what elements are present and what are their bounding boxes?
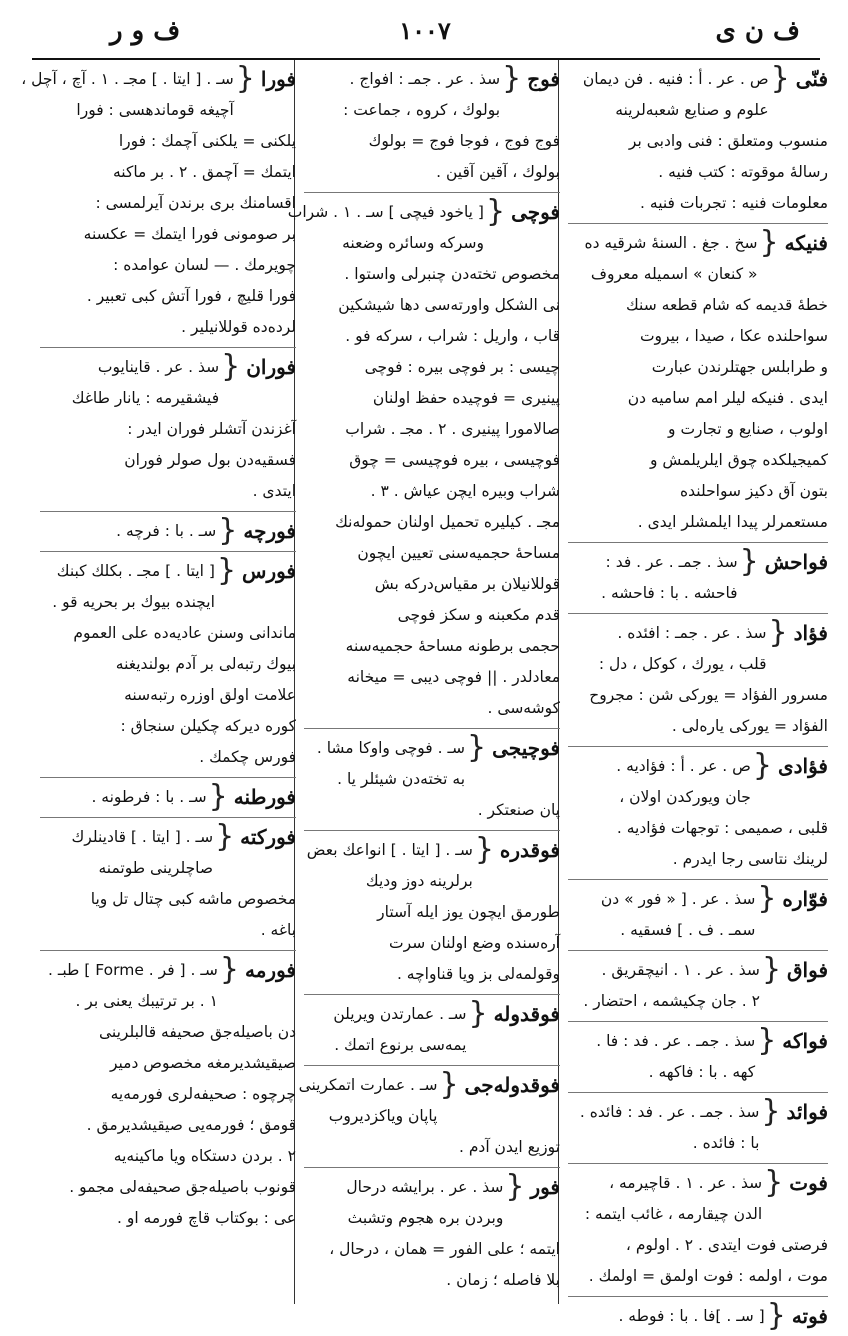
definition-line: كميجيلكده چوق ايلريلمش و [649, 451, 828, 469]
dictionary-entry [304, 996, 560, 1066]
definition-line: فورس چكمك . [199, 748, 296, 766]
definition-line: الفؤاد = يوركی ياره‌لی . [671, 717, 828, 735]
definition-line: بولوك ، آقين آقين . [436, 163, 560, 181]
dictionary-entry [568, 1165, 828, 1297]
definition-line: ايتدی . [252, 482, 296, 500]
dictionary-entry [304, 1169, 560, 1300]
entry-body [40, 414, 296, 507]
entry-body [304, 126, 560, 188]
entry-head-definition [568, 751, 751, 813]
entry-headword: فنيكه [784, 231, 828, 255]
entry-headword: فواحش [764, 550, 828, 574]
definition-line: ايچنده بيوك بر بحريه قو . [52, 593, 215, 611]
definition-line: وقولمه‌لی بز ويا قناواچه . [396, 965, 560, 983]
definition-line: سذ . عر . [ « فور » دن [600, 890, 756, 908]
definition-line: الدن چيقارمه ، غائب ايتمه : [584, 1205, 763, 1223]
header-right-letters: ف ن ی [715, 16, 800, 46]
entry-head-row [568, 952, 828, 1017]
definition-line: كهه . با : فاكهه . [648, 1063, 756, 1081]
entry-body [304, 1234, 560, 1296]
entry-head-row [40, 819, 296, 884]
definition-line: مساحهٔ حجميه‌سنی تعيين ايچون [357, 544, 560, 562]
definition-line: جان ويوركدن اولان ، [619, 788, 751, 806]
definition-line: كوشه‌سی . [487, 699, 560, 717]
entry-headword: فوقدوله‌جی [464, 1073, 560, 1097]
brace-glyph: { [757, 1023, 777, 1058]
definition-line: بولوك ، كروه ، جماعت : [343, 101, 501, 119]
definition-line: سخ . جغ . السنهٔ شرقيه ده [584, 234, 758, 252]
entry-headword: فوركته [240, 825, 296, 849]
brace-glyph: { [219, 952, 239, 987]
definition-line: سـ . فوچی واوكا مشا . [316, 739, 466, 757]
header-left-letters: ف و ر [110, 16, 181, 46]
definition-line: سذ . جمـ . عر . فد : [605, 553, 738, 571]
entry-head-definition [304, 835, 473, 897]
dictionary-entry [568, 61, 828, 224]
dictionary-entry [568, 1298, 828, 1336]
definition-line: يلكنی = يلكنی آچمك : فورا [118, 132, 296, 150]
entry-head-definition [40, 955, 218, 1017]
definition-line: سذ . عر . ١ . انيچقريق . [601, 961, 760, 979]
definition-line: وبردن بره هجوم وتشبث [347, 1209, 504, 1227]
definition-line: برلرينه دوز وديك [365, 872, 473, 890]
brace-glyph: { [439, 1067, 459, 1102]
entry-head-row [304, 1169, 560, 1234]
brace-glyph: { [766, 1298, 786, 1333]
definition-line: باغه . [260, 921, 296, 939]
definition-line: سـ . عمارت اتمكرينی [298, 1076, 438, 1094]
brace-glyph: { [768, 615, 788, 650]
page-header [30, 12, 820, 52]
entry-body [304, 795, 560, 826]
entry-headword: فور [530, 1175, 560, 1199]
definition-line: منسوب ومتعلق : فنی وادبی بر [628, 132, 828, 150]
brace-glyph: { [739, 544, 759, 579]
definition-line: صاچلرينی طوتمنه [98, 859, 214, 877]
entry-head-definition [304, 999, 466, 1061]
definition-line: صيقيشديرمغه مخصوص دمير [109, 1054, 296, 1072]
entry-head-definition [40, 556, 215, 618]
entry-body [568, 813, 828, 875]
entry-headword: فؤادی [777, 754, 828, 778]
brace-glyph: { [215, 819, 235, 854]
definition-line: مخصوص ماشه كبی چتال تل ويا [90, 890, 296, 908]
entry-head-row [568, 544, 828, 609]
entry-head-definition [21, 64, 234, 126]
definition-line: فسقيه‌دن بول صولر فوران [124, 451, 296, 469]
definition-line: قوللانيلان بر مقياس‌دركه بش [374, 575, 560, 593]
entry-headword: فوته [791, 1304, 828, 1328]
dictionary-entry [287, 194, 560, 729]
entry-head-row [568, 1094, 828, 1159]
entry-headword: فوچيجی [492, 736, 560, 760]
definition-line: مخصوص تخته‌دن چنبرلی واستوا . [344, 265, 560, 283]
definition-line: سمـ . ف . ] فسقيه . [620, 921, 756, 939]
entry-headword: فورطنه [233, 785, 296, 809]
definition-line: و طرابلس جهتلرندن عبارت [651, 358, 828, 376]
definition-line: آره‌سنده وضع اولنان سرت [389, 934, 560, 952]
entry-head-row [287, 194, 560, 259]
entry-headword: فواكه [782, 1029, 828, 1053]
definition-line: توزيع ايدن آدم . [458, 1138, 560, 1156]
definition-line: قومق ؛ فورمه‌يی صيقيشديرمق . [86, 1116, 296, 1134]
dictionary-entry [568, 1094, 828, 1164]
definition-line: فرصتی فوت ايتدی . ٢ . اولوم ، [625, 1236, 828, 1254]
definition-line: يمه‌سی برنوع اتمك . [334, 1036, 467, 1054]
entry-head-row [40, 553, 296, 618]
entry-body [40, 884, 296, 946]
entry-head-definition [568, 1168, 762, 1230]
definition-line: معادلدر . || فوچی ديبی = ميخانه [347, 668, 560, 686]
brace-glyph: { [221, 349, 241, 384]
entry-headword: فورس [242, 559, 296, 583]
definition-line: ص . عر . أ : فنيه . فن ديمان [582, 70, 769, 88]
brace-glyph: { [467, 730, 487, 765]
dictionary-entry [568, 881, 828, 951]
definition-line: سـ . با : فرطونه . [91, 788, 207, 806]
column-middle [287, 61, 566, 1304]
definition-line: قلبی ، صميمی : توجهات فؤاديه . [616, 819, 828, 837]
definition-line: چيسی : بر فوچی بيره : فوچی [364, 358, 560, 376]
entry-head-row [568, 61, 828, 126]
entry-headword: فنّی [795, 67, 828, 91]
column-right [562, 61, 834, 1333]
definition-line: اقسامنك برى برندن آيرلمسی : [95, 194, 296, 212]
column-left [21, 61, 302, 1304]
definition-line: سـ . [ ايتا . ] قادينلرك [71, 828, 214, 846]
entry-head-definition [40, 352, 219, 414]
definition-line: صالامورا پينيری . ٢ . مجـ . شراب [345, 420, 560, 438]
definition-line: پان صنعتكر . [477, 801, 560, 819]
definition-line: مستعمرلر پيدا ايلمشلر ايدی . [637, 513, 828, 531]
definition-line: ٢ . بردن دستكاه ويا ماكينه‌يه [113, 1147, 296, 1165]
brace-glyph: { [502, 61, 522, 96]
definition-line: سذ . عر . جمـ : افئده . [617, 624, 767, 642]
definition-line: قدم مكعبنه و سكز فوچی [397, 606, 560, 624]
definition-line: ماندانی وسنن عاديه‌ده علی العموم [73, 624, 296, 642]
brace-glyph: { [761, 952, 782, 987]
definition-line: بيوك رتبه‌لی بر آدم بولنديغنه [115, 655, 296, 673]
definition-line: لرده‌ده قوللانيلير . [181, 318, 296, 336]
dictionary-entry [40, 952, 296, 1238]
definition-line: سـ . [ ايتا . ] مجـ . ١ . آچ ، آچل ، [21, 70, 234, 88]
entry-head-definition [304, 733, 465, 795]
entry-head-row [21, 61, 296, 126]
definition-line: نی الشكل واورته‌سی دها شيشكين [338, 296, 560, 314]
definition-line: دن باصيله‌جق صحيفه قالبلرينی [98, 1023, 296, 1041]
dictionary-entry [40, 349, 296, 512]
definition-line: آچيغه قوماندهسی : فورا [76, 101, 234, 119]
entry-head-row [568, 225, 828, 290]
entry-body [40, 126, 296, 343]
definition-line: ص . عر . أ : فؤاديه . [616, 757, 751, 775]
brace-glyph: { [485, 194, 506, 229]
entry-head-definition [568, 1026, 755, 1088]
entry-head-definition [40, 782, 207, 813]
entry-body [40, 618, 296, 773]
entry-headword: فوّاره [782, 887, 828, 911]
definition-line: [ ياخود فيچی ] سـ . ١ . شراب [287, 203, 484, 221]
entry-head-definition [304, 64, 500, 126]
definition-line: سـ . [ فر . Forme ] طبـ . [47, 961, 218, 979]
entry-head-row [40, 513, 296, 548]
definition-line: « كنعان » اسميله معروف [590, 265, 758, 283]
entry-headword: فوقدوله [493, 1002, 560, 1026]
definition-line: سذ . عر . ١ . قاچيرمه ، [609, 1174, 763, 1192]
entry-body [304, 897, 560, 990]
entry-head-row [568, 1298, 828, 1333]
brace-glyph: { [757, 881, 777, 916]
definition-line: قلب ، يورك ، كوكل ، دل : [598, 655, 767, 673]
dictionary-entry [568, 748, 828, 880]
definition-line: قونوب باصيله‌جق صحيفه‌لی مجمو . [69, 1178, 296, 1196]
definition-line: علامت اولق اوزره رتبه‌سنه [124, 686, 296, 704]
definition-line: بر صومونی فورا ايتمك = عكسنه [83, 225, 296, 243]
entry-head-row [304, 730, 560, 795]
definition-line: فيشقيرمه : يانار طاغك [71, 389, 220, 407]
definition-line: وسركه وسائره وضعنه [342, 234, 484, 252]
entry-head-row [298, 1067, 560, 1132]
entry-headword: فورا [260, 67, 296, 91]
definition-line: اولوب ، صنايع و تجارت و [668, 420, 828, 438]
dictionary-entry [568, 544, 828, 614]
definition-line: كوره ديركه چكيلن سنجاق : [120, 717, 296, 735]
dictionary-entry [568, 1023, 828, 1093]
definition-line: ايتمك = آچمق . ٢ . بر ماكنه [112, 163, 296, 181]
definition-line: با : فائده . [692, 1134, 760, 1152]
definition-line: سواحلنده عكا ، صيدا ، بيروت [639, 327, 828, 345]
definition-line: موت ، اولمه : فوت اولمق = اولمك . [588, 1267, 828, 1285]
brace-glyph: { [208, 779, 228, 814]
definition-line: خطهٔ قديمه كه شام قطعه سنك [625, 296, 828, 314]
definition-line: [ سـ . ]فا . با : فوطه . [618, 1307, 765, 1325]
definition-line: [ ايتا . ] مجـ . بكلك كبنك [56, 562, 215, 580]
entry-headword: فورمه [245, 958, 296, 982]
entry-head-definition [568, 1097, 759, 1159]
dictionary-entry [40, 513, 296, 552]
definition-line: چويرمك . — لسان عوامده : [113, 256, 296, 274]
brace-glyph: { [752, 748, 772, 783]
page-number: ١٠٠٧ [399, 16, 451, 45]
entry-head-definition [568, 884, 755, 946]
entry-headword: فوت [789, 1171, 828, 1195]
definition-line: سذ . جمـ . عر . فد : فا . [596, 1032, 756, 1050]
brace-glyph: { [216, 553, 237, 588]
definition-line: قاب ، واريل : شراب ، سركه فو . [345, 327, 560, 345]
definition-line: علوم و صنايع شعبه‌لرينه [615, 101, 769, 119]
brace-glyph: { [468, 996, 488, 1031]
entry-headword: فوران [246, 355, 296, 379]
definition-line: سـ . با : فرچه . [116, 522, 217, 540]
entry-head-row [304, 832, 560, 897]
entry-body [568, 290, 828, 538]
brace-glyph: { [770, 61, 790, 96]
brace-glyph: { [218, 513, 238, 548]
definition-line: سذ . عر . برايشه درحال [346, 1178, 504, 1196]
entry-head-row [40, 349, 296, 414]
definition-line: لرينك نتاسی رجا ايدرم . [672, 850, 828, 868]
entry-head-row [568, 881, 828, 946]
dictionary-entry [304, 832, 560, 995]
dictionary-entry [304, 61, 560, 193]
definition-line: سـ . عمارتدن ويريلن [333, 1005, 467, 1023]
definition-line: حجمی برطونه مساحهٔ حجميه‌سنه [345, 637, 560, 655]
entry-head-definition [568, 228, 758, 290]
dictionary-entry [298, 1067, 560, 1168]
entry-head-row [40, 779, 296, 814]
definition-line: فاحشه . با : فاحشه . [601, 584, 738, 602]
entry-head-definition [568, 955, 760, 1017]
dictionary-entry [21, 61, 296, 348]
definition-line: پاپان وياكزديروب [328, 1107, 438, 1125]
definition-line: بتون آق دكيز سواحلنده [680, 482, 828, 500]
definition-line: ٢ . جان چكيشمه ، احتضار . [583, 992, 760, 1010]
dictionary-entry [568, 225, 828, 543]
entry-headword: فؤاد [793, 621, 828, 645]
entry-head-definition [304, 1172, 503, 1234]
definition-line: ١ . بر ترتيبك يعنی بر . [75, 992, 218, 1010]
entry-headword: فوائد [786, 1100, 828, 1124]
dictionary-entry [40, 819, 296, 951]
entry-head-definition [288, 197, 484, 259]
brace-glyph: { [235, 61, 255, 96]
entry-head-definition [568, 547, 738, 609]
entry-head-definition [568, 618, 767, 680]
definition-line: ايتمه ؛ علی الفور = همان ، درحال ، [329, 1240, 560, 1258]
definition-line: سذ . عر . قاينايوب [97, 358, 220, 376]
entry-head-row [304, 61, 560, 126]
entry-headword: فوچی [511, 200, 560, 224]
entry-body [568, 1230, 828, 1292]
definition-line: چرچوه : صحيفه‌لری فورمه‌يه [110, 1085, 296, 1103]
dictionary-entry [568, 952, 828, 1022]
definition-line: پينيری = فوچيده حفظ اولنان [372, 389, 560, 407]
entry-head-row [568, 615, 828, 680]
entry-head-row [568, 748, 828, 813]
definition-line: مجـ . كيليره تحميل اولنان حموله‌نك [335, 513, 560, 531]
definition-line: به تخته‌دن شيئلر يا . [337, 770, 466, 788]
entry-head-definition [299, 1070, 438, 1132]
entry-body [568, 126, 828, 219]
definition-line: بلا فاصله ؛ زمان . [446, 1271, 560, 1289]
definition-line: فوچيسی ، بيره فوچيسی = چوق [349, 451, 560, 469]
dictionary-entry [40, 553, 296, 778]
definition-line: رسالهٔ موقوته : كتب فنيه . [658, 163, 828, 181]
entry-head-definition [568, 64, 769, 126]
brace-glyph: { [764, 1165, 784, 1200]
entry-head-row [568, 1165, 828, 1230]
definition-line: شراب وبيره ايچن عياش . ٣ . [370, 482, 560, 500]
entry-body [304, 259, 560, 724]
entry-head-row [568, 1023, 828, 1088]
brace-glyph: { [474, 832, 494, 867]
definition-line: سـ . [ ايتا . ] انواعك بعض [306, 841, 473, 859]
entry-body [40, 1017, 296, 1234]
entry-head-definition [568, 1301, 765, 1332]
definition-line: سذ . جمـ . عر . فد : فائده . [579, 1103, 760, 1121]
definition-line: مسرور الفؤاد = يوركی شن : مجروح [589, 686, 828, 704]
brace-glyph: { [505, 1169, 525, 1204]
entry-body [568, 680, 828, 742]
dictionary-entry [568, 615, 828, 747]
entry-head-definition [40, 516, 216, 547]
dictionary-entry [304, 730, 560, 831]
definition-line: ايدی . فنيكه ليلر امم ساميه دن [627, 389, 828, 407]
entry-body [304, 1132, 560, 1163]
header-rule [32, 58, 820, 60]
definition-line: عی : بوكتاب قاچ فورمه او . [116, 1209, 296, 1227]
definition-line: سذ . عر . جمـ : افواج . [349, 70, 501, 88]
brace-glyph: { [759, 225, 779, 260]
definition-line: آغزندن آتشلر فوران ايدر : [127, 420, 296, 438]
dictionary-entry [40, 779, 296, 818]
definition-line: فورا قليچ ، فورا آتش كبی تعبير . [86, 287, 296, 305]
definition-line: معلومات فنيه : تجربات فنيه . [640, 194, 828, 212]
brace-glyph: { [761, 1094, 781, 1129]
entry-headword: فوقدره [499, 838, 560, 862]
entry-head-row [304, 996, 560, 1061]
definition-line: طورمق ايچون يوز ايله آستار [377, 903, 560, 921]
entry-headword: فواق [787, 958, 828, 982]
definition-line: فوج فوج ، فوجا فوج = بولوك [368, 132, 560, 150]
entry-headword: فورچه [243, 519, 296, 543]
entry-head-row [40, 952, 296, 1017]
entry-headword: فوج [527, 67, 560, 91]
entry-head-definition [40, 822, 213, 884]
